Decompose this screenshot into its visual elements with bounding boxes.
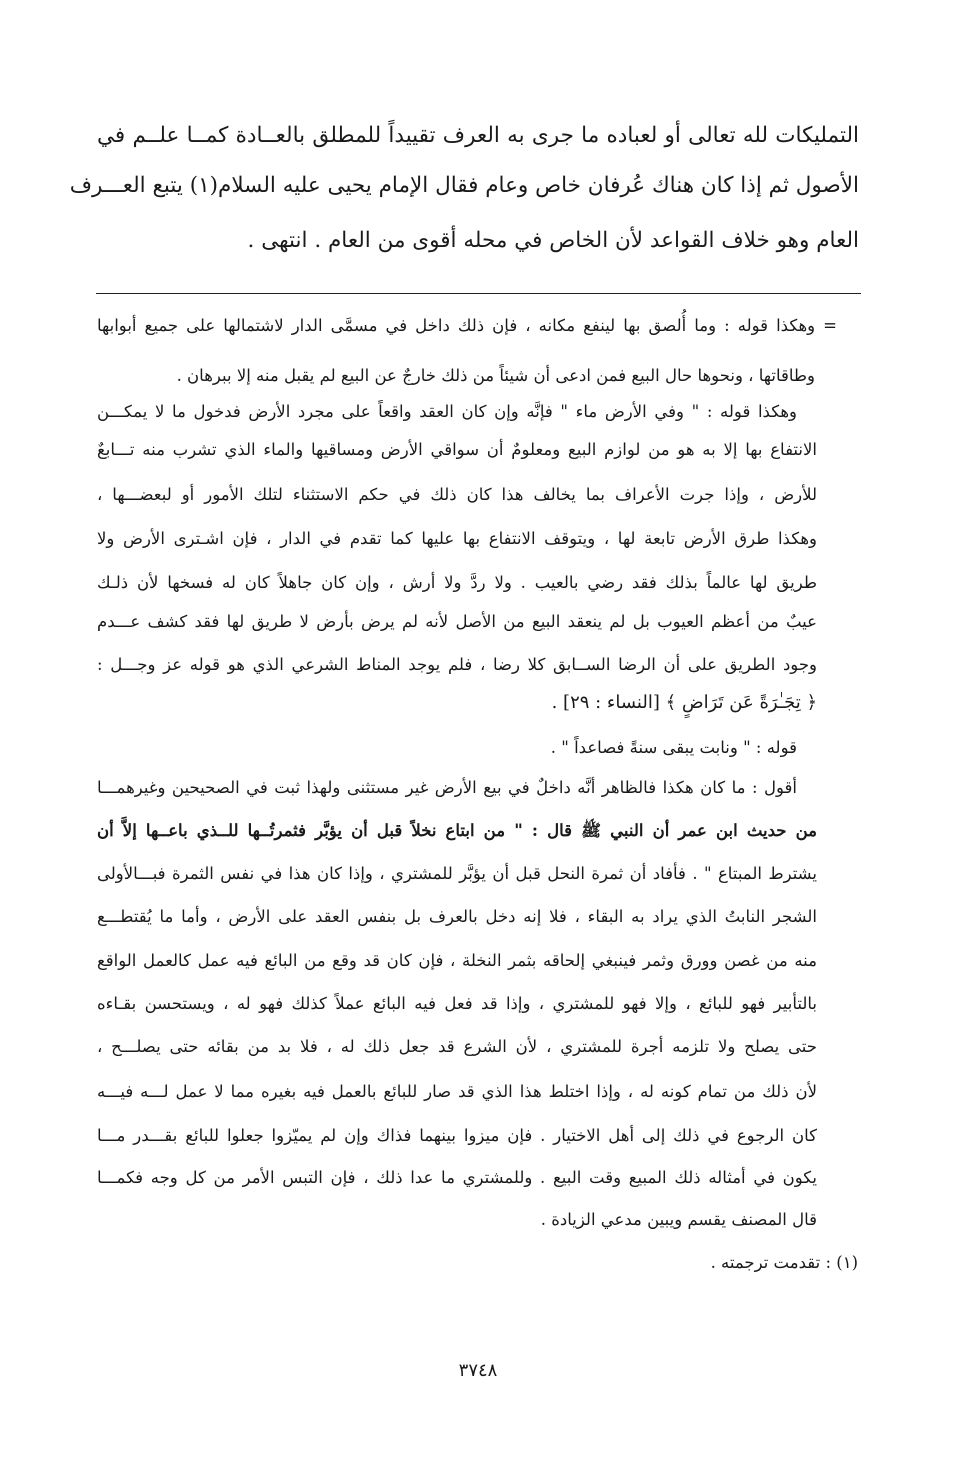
main-line: العام وهو خلاف القواعد لأن الخاص في محله أقوى من العام . انتهى . bbox=[247, 228, 859, 253]
commentary-line: قال المصنف يقسم ويبين مدعي الزيادة . bbox=[540, 1210, 817, 1229]
commentary-line: وطاقاتها ، ونحوها حال البيع فمن ادعى أن شيئاً من ذلك خارجٌ عن البيع لم يقبل منه إلا ببرهان . bbox=[176, 366, 815, 385]
commentary-line: = وهكذا قوله : وما أُلصق بها لينفع مكانه ، فإن ذلك داخل في مسمَّى الدار لاشتمالها على جميع أبوابها bbox=[97, 316, 837, 335]
commentary-line: أقول : ما كان هكذا فالظاهر أنَّه داخلٌ في بيع الأرض غير مستثنى ولهذا ثبت في الصحيحين وغيرهمـــا bbox=[97, 778, 797, 797]
commentary-line: حتى يصلح ولا تلزمه أجرة للمشتري ، لأن الشرع قد جعل ذلك له ، فلا بد من بقائه حتى يصلـــح ، bbox=[97, 1037, 817, 1056]
quran-verse: ﴿ تِجَـٰرَةً عَن تَرَاضٍ ﴾ [النساء : ٢٩] . bbox=[551, 692, 817, 713]
footnote-text: (١) : تقدمت ترجمته . bbox=[710, 1253, 858, 1272]
commentary-line: قوله : " ونابت يبقى سنةً فصاعداً " . bbox=[550, 738, 797, 757]
commentary-line: يشترط المبتاع " . فأفاد أن ثمرة النحل قبل أن يؤبَّر للمشتري ، وإذا كان هذا في نفس الثمرة فبـــالأولى bbox=[97, 864, 817, 883]
main-line: التمليكات لله تعالى أو لعباده ما جرى به العرف تقييداً للمطلق بالعــادة كمــا علــم في bbox=[97, 123, 859, 148]
page-number: ٣٧٤٨ bbox=[458, 1360, 498, 1381]
commentary-line: وهكذا طرق الأرض تابعة لها ، ويتوقف الانتفاع بها عليها كما تقدم في الدار ، فإن اشـترى الأرض ولا bbox=[97, 529, 817, 548]
commentary-line: عيبٌ من أعظم العيوب بل لم ينعقد البيع من الأصل لأنه لم يرض بأرض لا طريق لها فقد كشف عـــدم bbox=[97, 612, 817, 631]
commentary-line: الانتفاع بها إلا به هو من لوازم البيع ومعلومٌ أن سواقي الأرض ومساقيها والماء الذي تشرب منه تـــابعٌ bbox=[97, 440, 817, 459]
main-line: الأصول ثم إذا كان هناك عُرفان خاص وعام فقال الإمام يحيى عليه السلام(١) يتبع العـــرف bbox=[69, 173, 859, 198]
commentary-line: وهكذا قوله : " وفي الأرض ماء " فإنَّه وإن كان العقد واقعاً على مجرد الأرض فدخول ما لا يمكـــن bbox=[97, 402, 797, 421]
separator-rule bbox=[96, 293, 861, 294]
commentary-line: كان الرجوع في ذلك إلى أهل الاختيار . فإن ميزوا بينهما فذاك وإن لم يميّزوا جعلوا للبائع بقـــدر مـــا bbox=[97, 1126, 817, 1145]
commentary-line: منه من غصن وورق وثمر فينبغي إلحاقه بثمر النخلة ، فإن كان قد وقع من البائع فيه عمل كالعمل الواقع bbox=[97, 951, 817, 970]
commentary-line: للأرض ، وإذا جرت الأعراف بما يخالف هذا كان ذلك في حكم الاستثناء لتلك الأمور أو لبعضـــها ، bbox=[97, 485, 817, 504]
commentary-line: الشجر النابتُ الذي يراد به البقاء ، فلا إنه دخل بالعرف بل بنفس العقد على الأرض ، وأما ما يُقتطـــع bbox=[97, 907, 817, 926]
commentary-line: بالتأبير فهو للبائع ، وإلا فهو للمشتري ، وإذا قد فعل فيه البائع عملاً كذلك فهو له ، ويستحسن بقـاءه bbox=[97, 994, 817, 1013]
commentary-line: يكون في أمثاله ذلك المبيع وقت البيع . وللمشتري ما عدا ذلك ، فإن التبس الأمر من كل وجه فكمـــا bbox=[97, 1168, 817, 1187]
commentary-line: لأن ذلك من تمام كونه له ، وإذا اختلط هذا الذي قد صار للبائع بالعمل فيه بغيره مما لا عمل لـــه فيـــه bbox=[97, 1082, 817, 1101]
hadith-line: من حديث ابن عمر أن النبي ﷺ قال : " من ابتاع نخلاً قبل أن يؤبَّر فثمرتُــها للــذي باعــها إلاَّ أن bbox=[97, 821, 817, 840]
commentary-line: طريق لها عالماً بذلك فقد رضي بالعيب . ولا ردَّ ولا أرش ، وإن كان جاهلاً كان له فسخها لأن ذلـك bbox=[97, 573, 817, 592]
commentary-line: وجود الطريق على أن الرضا الســابق كلا رضا ، فلم يوجد المناط الشرعي الذي هو قوله عز وجـــل : bbox=[97, 655, 817, 674]
